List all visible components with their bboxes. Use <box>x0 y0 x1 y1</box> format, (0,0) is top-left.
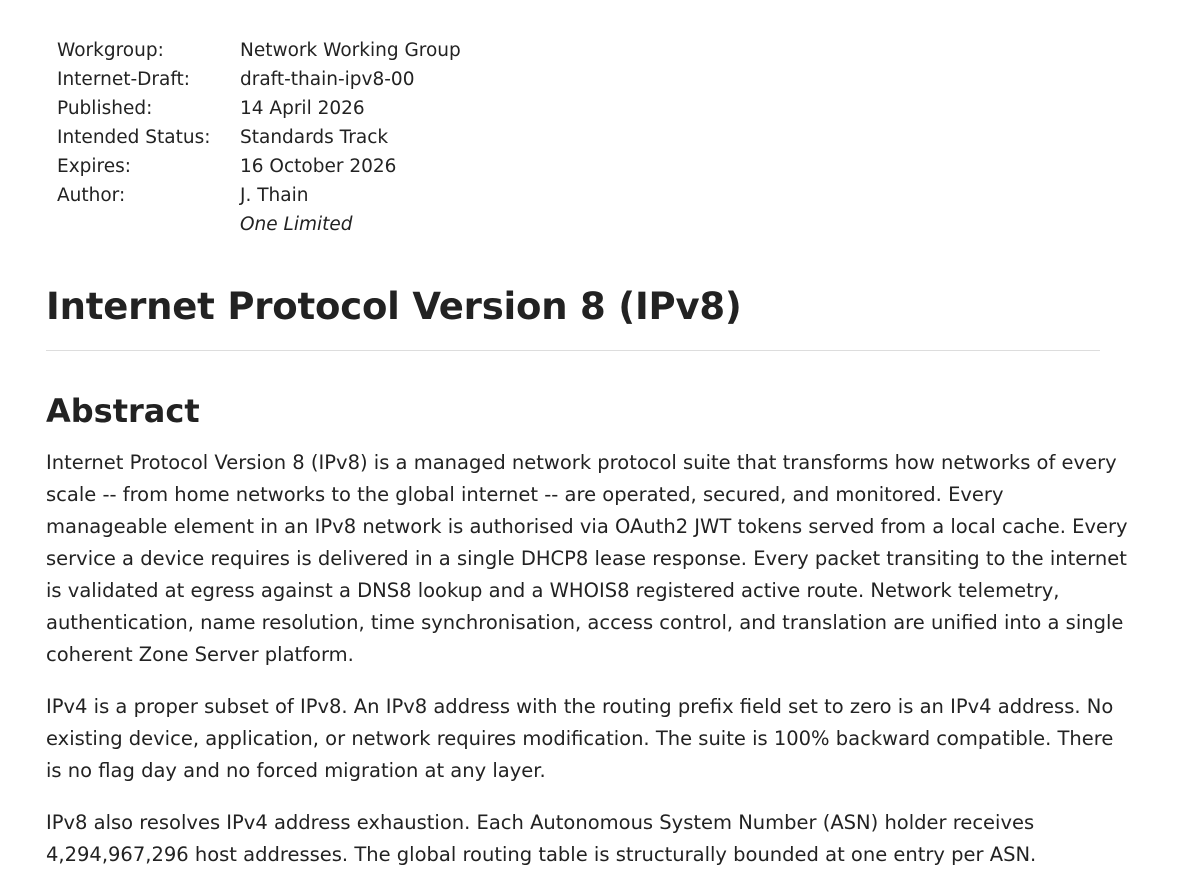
metadata-label: Internet-Draft: <box>57 69 190 90</box>
paragraph-line: IPv4 is a proper subset of IPv8. An IPv8 address with the routing prefix field set to zero is an IPv4 address. No <box>46 695 1114 718</box>
metadata-row-expires <box>57 152 461 181</box>
metadata-label: Intended Status: <box>57 127 211 148</box>
metadata-label-empty <box>57 210 240 239</box>
paragraph-line: scale -- from home networks to the global internet -- are operated, secured, and monitored. Every <box>46 483 1004 506</box>
paragraph-line: is no flag day and no forced migration at any layer. <box>46 759 546 782</box>
metadata-label: Workgroup: <box>57 40 164 61</box>
paragraph-line: IPv8 also resolves IPv4 address exhaustion. Each Autonomous System Number (ASN) holder receives <box>46 811 1035 834</box>
metadata-label: Expires: <box>57 156 131 177</box>
metadata-row-author <box>57 181 461 210</box>
paragraph-line: manageable element in an IPv8 network is authorised via OAuth2 JWT tokens served from a local cache. Every <box>46 515 1128 538</box>
paragraph-line: service a device requires is delivered in a single DHCP8 lease response. Every packet transiting to the internet <box>46 547 1127 570</box>
author-name: J. Thain <box>240 185 309 206</box>
abstract-paragraph <box>46 691 1116 787</box>
author-affiliation: One Limited <box>240 214 353 235</box>
abstract-paragraph <box>46 447 1128 671</box>
paragraph-line: coherent Zone Server platform. <box>46 643 354 666</box>
metadata-row-intended-status <box>57 123 461 152</box>
abstract-paragraph <box>46 807 1116 871</box>
metadata-label: Published: <box>57 98 153 119</box>
metadata-row-published <box>57 94 461 123</box>
metadata-row-affiliation <box>57 210 461 239</box>
metadata-row-workgroup <box>57 36 461 65</box>
paragraph-line: existing device, application, or network requires modification. The suite is 100% backward compatible. There <box>46 727 1114 750</box>
paragraph-line: authentication, name resolution, time synchronisation, access control, and translation are unified into a single <box>46 611 1124 634</box>
abstract-heading: Abstract <box>46 392 200 430</box>
metadata-value: 14 April 2026 <box>240 98 365 119</box>
metadata-value: Network Working Group <box>240 40 461 61</box>
metadata-value: draft-thain-ipv8-00 <box>240 69 415 90</box>
metadata-row-internet-draft <box>57 65 461 94</box>
title-divider <box>46 350 1100 351</box>
metadata-value: 16 October 2026 <box>240 156 397 177</box>
abstract-body <box>46 447 1128 891</box>
metadata-value: Standards Track <box>240 127 389 148</box>
document-title: Internet Protocol Version 8 (IPv8) <box>46 285 742 328</box>
paragraph-line: 4,294,967,296 host addresses. The global routing table is structurally bounded at one entry per ASN. <box>46 843 1037 866</box>
paragraph-line: is validated at egress against a DNS8 lookup and a WHOIS8 registered active route. Network telemetry, <box>46 579 1060 602</box>
document-metadata <box>57 36 461 239</box>
paragraph-line: Internet Protocol Version 8 (IPv8) is a managed network protocol suite that transforms how networks of every <box>46 451 1117 474</box>
metadata-label: Author: <box>57 185 126 206</box>
